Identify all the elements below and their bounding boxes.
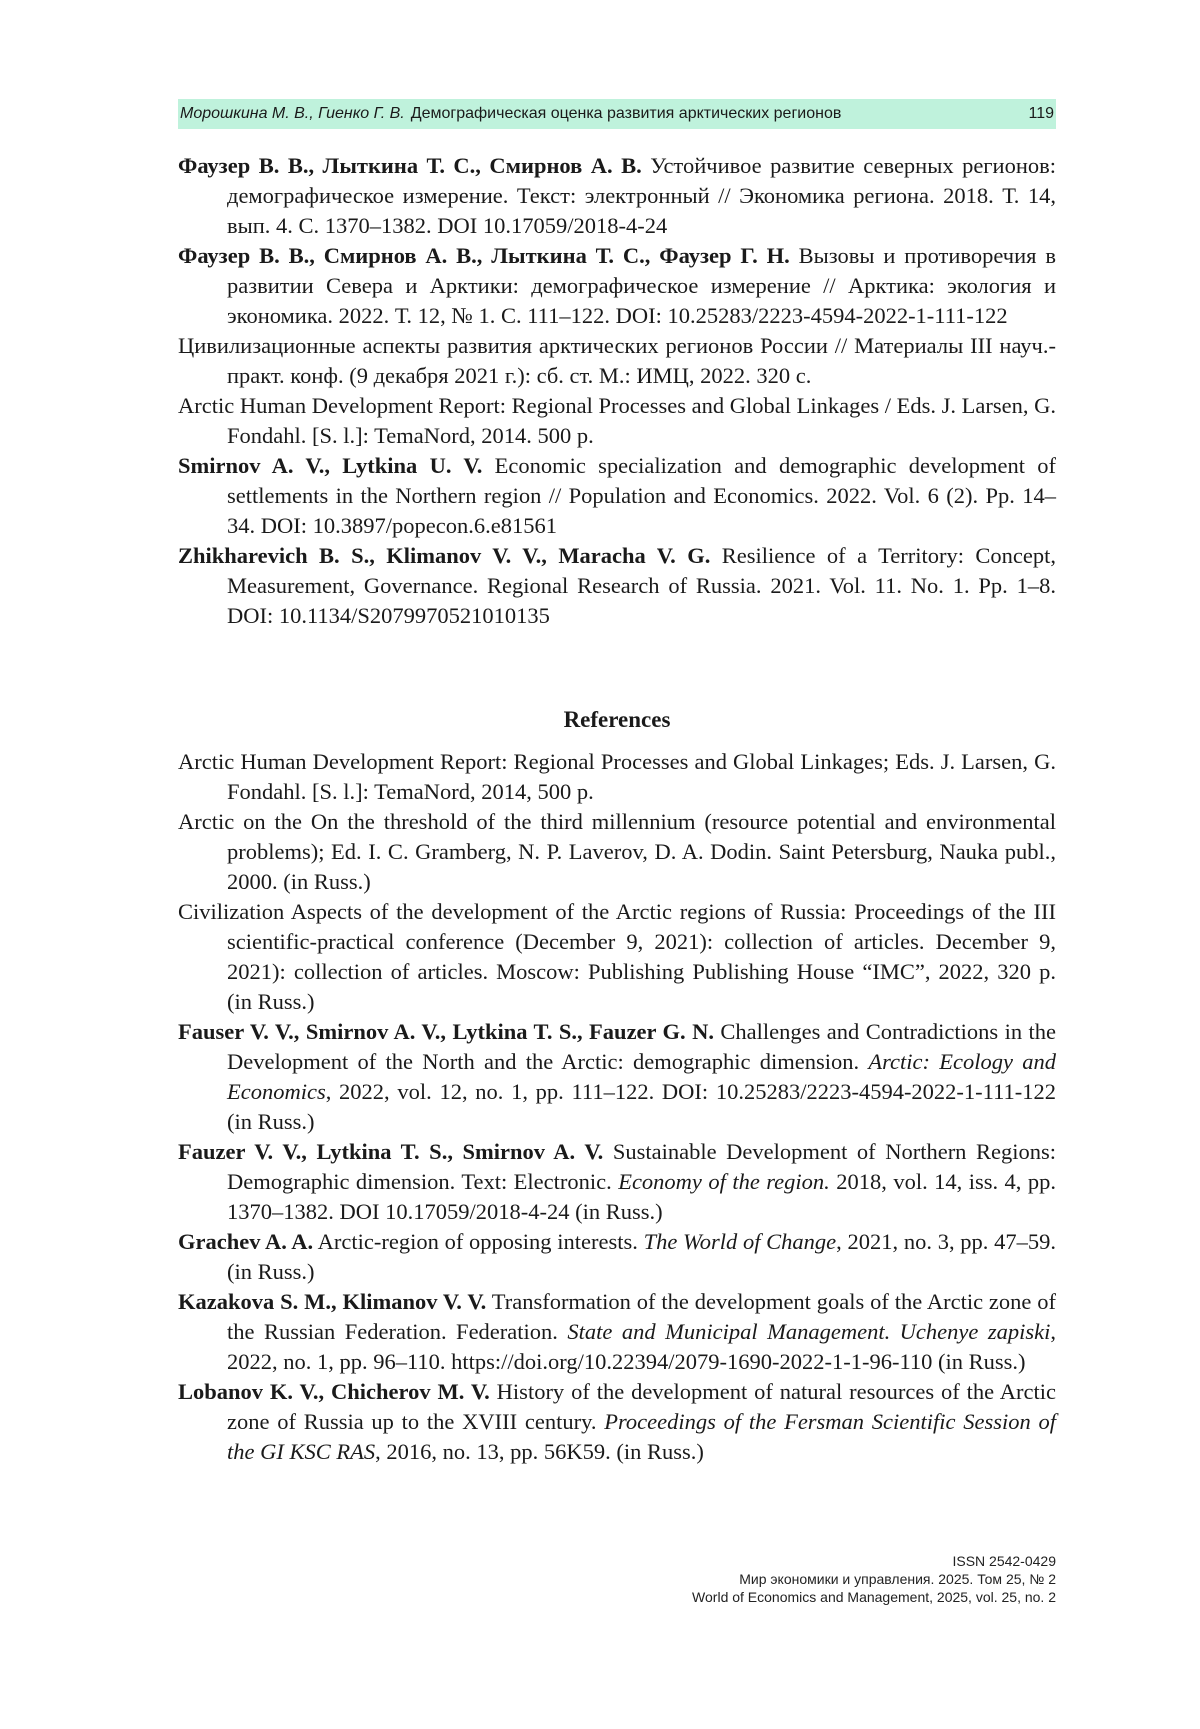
reference-entry: Civilization Aspects of the development of the Arctic regions of Russia: Proceedings of the III scientific-practical conference (December 9, 2021): collection of articles. December 9, 2021): collection of articles. Moscow: Publishing Publishing House “IMC”, 2022, 320 p. (in Russ.) [178,899,1056,1014]
references-list [178,747,1056,1467]
reference-entry: Grachev A. A. Arctic-region of opposing interests. The World of Change, 2021, no. 3, pp. 47–59. (in Russ.) [178,1229,1057,1284]
footer-issn: ISSN 2542-0429 [952,1553,1056,1569]
references-heading: References [563,707,671,732]
bibliography-entry: Smirnov A. V., Lytkina U. V. Economic specialization and demographic development of settlements in the Northern region // Population and Economics. 2022. Vol. 6 (2). Pp. 14–34. DOI: 10.3897/popecon.6.e81561 [178,453,1056,538]
reference-entry: Fauser V. V., Smirnov A. V., Lytkina T. S., Fauzer G. N. Challenges and Contradictions in the Development of the North and the Arctic: demographic dimension. Arctic: Ecology and Economics, 2022, vol. 12, no. 1, pp. 111–122. DOI: 10.25283/2223-4594-2022-1-111-122 (in Russ.) [178,1019,1057,1134]
bibliography-list [178,151,1056,631]
page-number: 119 [1028,105,1054,122]
reference-entry: Kazakova S. M., Klimanov V. V. Transformation of the development goals of the Arctic zone of the Russian Federation. Federation. State and Municipal Management. Uchenye zapiski, 2022, no. 1, pp. 96–110. https://doi.org/10.22394/2079-1690-2022-1-1-96-110 (in Russ.) [178,1289,1056,1374]
references-section [178,705,1056,735]
bibliography-entry: Цивилизационные аспекты развития арктических регионов России // Материалы III науч.-практ. конф. (9 декабря 2021 г.): сб. ст. М.: ИМЦ, 2022. 320 с. [178,333,1056,388]
reference-entry: Fauzer V. V., Lytkina T. S., Smirnov A. V. Sustainable Development of Northern Regions: Demographic dimension. Text: Electronic. Economy of the region. 2018, vol. 14, iss. 4, pp. 1370–1382. DOI 10.17059/2018-4-24 (in Russ.) [178,1139,1057,1224]
header-title: Демографическая оценка развития арктических регионов [410,105,842,122]
footer-journal-en: World of Economics and Management, 2025, vol. 25, no. 2 [692,1589,1056,1605]
header-citation [180,105,841,123]
footer-journal-ru: Мир экономики и управления. 2025. Том 25, № 2 [739,1571,1056,1587]
reference-entry: Lobanov K. V., Chicherov M. V. History of the development of natural resources of the Arctic zone of Russia up to the XVIII century. Proceedings of the Fersman Scientific Session of the GI KSC RAS, 2016, no. 13, pp. 56K59. (in Russ.) [178,1379,1056,1464]
page-footer [600,1552,1056,1606]
bibliography-entry: Zhikharevich B. S., Klimanov V. V., Maracha V. G. Resilience of a Territory: Concept, Measurement, Governance. Regional Research of Russia. 2021. Vol. 11. No. 1. Pp. 1–8. DOI: 10.1134/S2079970521010135 [178,543,1056,628]
running-header [178,99,1056,129]
reference-entry: Arctic Human Development Report: Regional Processes and Global Linkages; Eds. J. Larsen, G. Fondahl. [S. l.]: TemaNord, 2014, 500 p. [178,749,1056,804]
header-authors: Морошкина М. В., Гиенко Г. В. [180,105,405,122]
bibliography-entry: Фаузер В. В., Лыткина Т. С., Смирнов А. В. Устойчивое развитие северных регионов: демографическое измерение. Текст: электронный // Экономика региона. 2018. Т. 14, вып. 4. С. 1370–1382. DOI 10.17059/2018-4-24 [178,153,1056,238]
bibliography-entry: Фаузер В. В., Смирнов А. В., Лыткина Т. С., Фаузер Г. Н. Вызовы и противоречия в развитии Севера и Арктики: демографическое измерение // Арктика: экология и экономика. 2022. Т. 12, № 1. С. 111–122. DOI: 10.25283/2223-4594-2022-1-111-122 [178,243,1056,328]
reference-entry: Arctic on the On the threshold of the third millennium (resource potential and environmental problems); Ed. I. C. Gramberg, N. P. Laverov, D. A. Dodin. Saint Petersburg, Nauka publ., 2000. (in Russ.) [178,809,1056,894]
bibliography-entry: Arctic Human Development Report: Regional Processes and Global Linkages / Eds. J. Larsen, G. Fondahl. [S. l.]: TemaNord, 2014. 500 p. [178,393,1056,448]
